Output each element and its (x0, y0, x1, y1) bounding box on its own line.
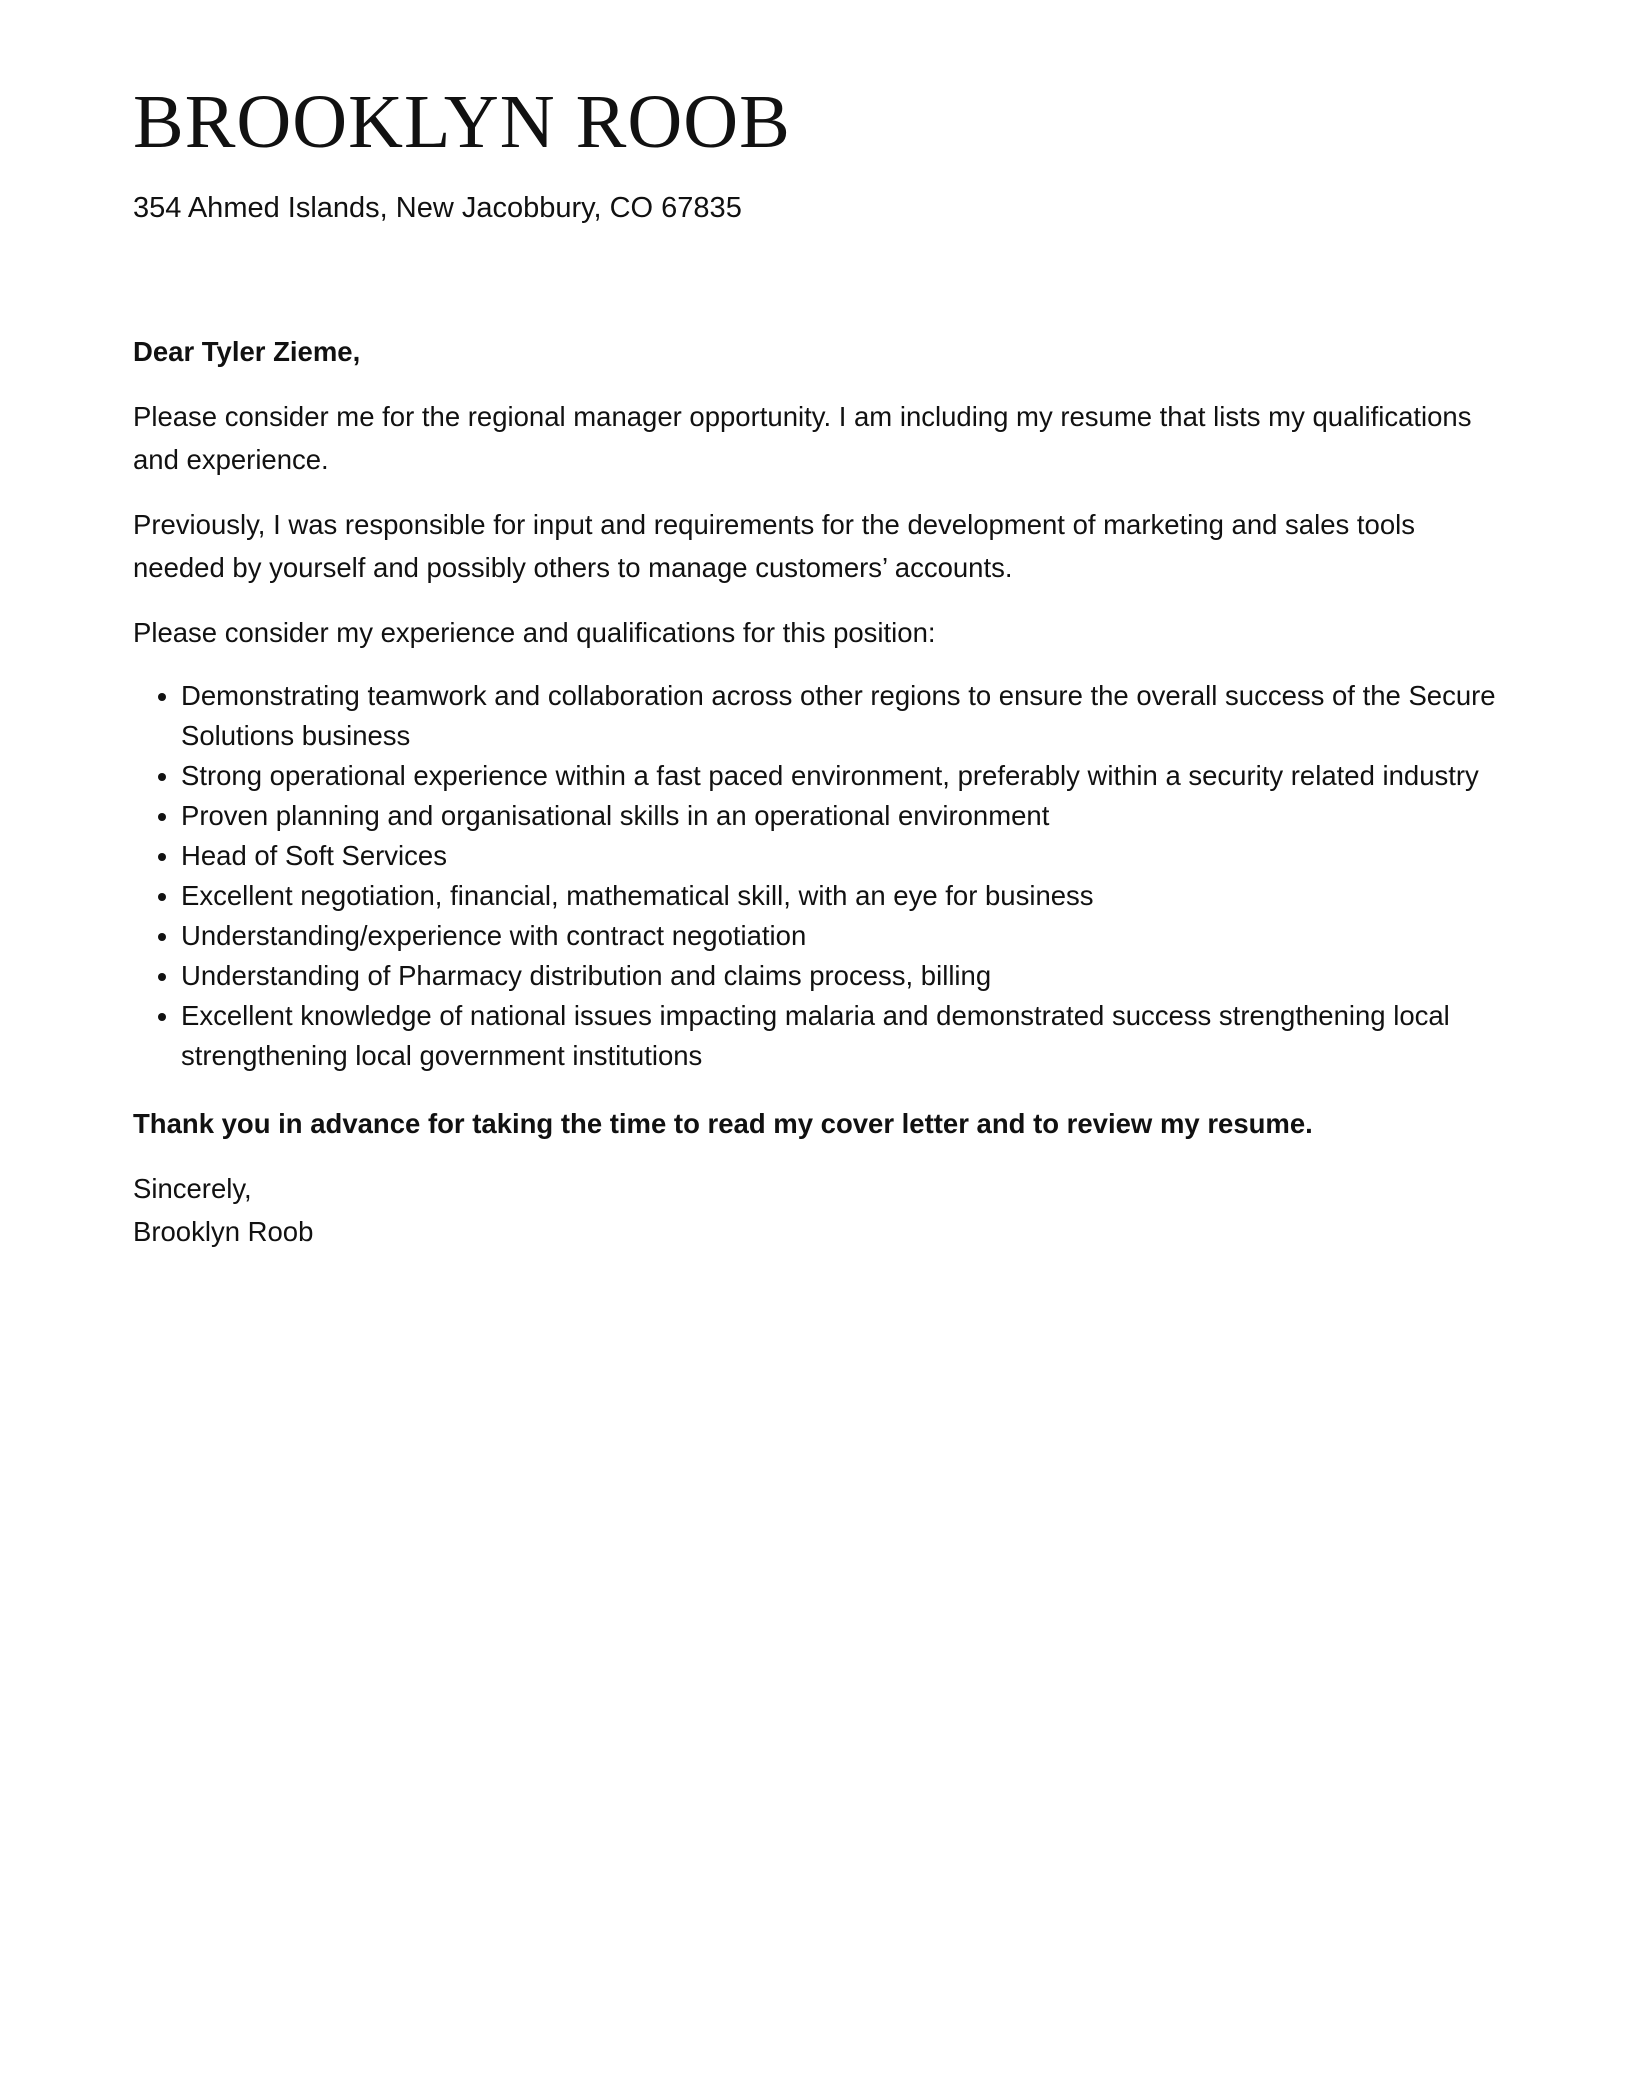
list-item: • Excellent negotiation, financial, mathematical skill, with an eye for business (181, 876, 1513, 916)
closing-statement: Thank you in advance for taking the time to read my cover letter and to review my resume. (133, 1108, 1313, 1139)
greeting: Dear Tyler Zieme, (133, 336, 361, 367)
list-item: • Strong operational experience within a fast paced environment, preferably within a security related industry (181, 756, 1513, 796)
list-item: • Excellent knowledge of national issues impacting malaria and demonstrated success strengthening local strengthening local government institutions (181, 996, 1513, 1076)
signature: Brooklyn Roob (133, 1216, 314, 1247)
paragraph: Please consider me for the regional manager opportunity. I am including my resume that lists my qualifications and experience. (133, 401, 1472, 475)
list-item: • Proven planning and organisational skills in an operational environment (181, 796, 1513, 836)
paragraph: Previously, I was responsible for input and requirements for the development of marketing and sales tools needed by yourself and possibly others to manage customers’ accounts. (133, 509, 1415, 583)
list-item: • Demonstrating teamwork and collaboration across other regions to ensure the overall success of the Secure Solutions business (181, 676, 1513, 756)
applicant-address: 354 Ahmed Islands, New Jacobbury, CO 67835 (133, 192, 742, 224)
signature-block (133, 1167, 1513, 1253)
sign-off: Sincerely, (133, 1173, 252, 1204)
letter-body (133, 330, 1513, 1253)
applicant-name: BROOKLYN ROOB (133, 80, 791, 164)
list-item: • Understanding/experience with contract negotiation (181, 916, 1513, 956)
list-item: • Head of Soft Services (181, 836, 1513, 876)
list-item: • Understanding of Pharmacy distribution and claims process, billing (181, 956, 1513, 996)
qualifications-list (133, 676, 1513, 1076)
paragraph: Please consider my experience and qualifications for this position: (133, 617, 936, 648)
